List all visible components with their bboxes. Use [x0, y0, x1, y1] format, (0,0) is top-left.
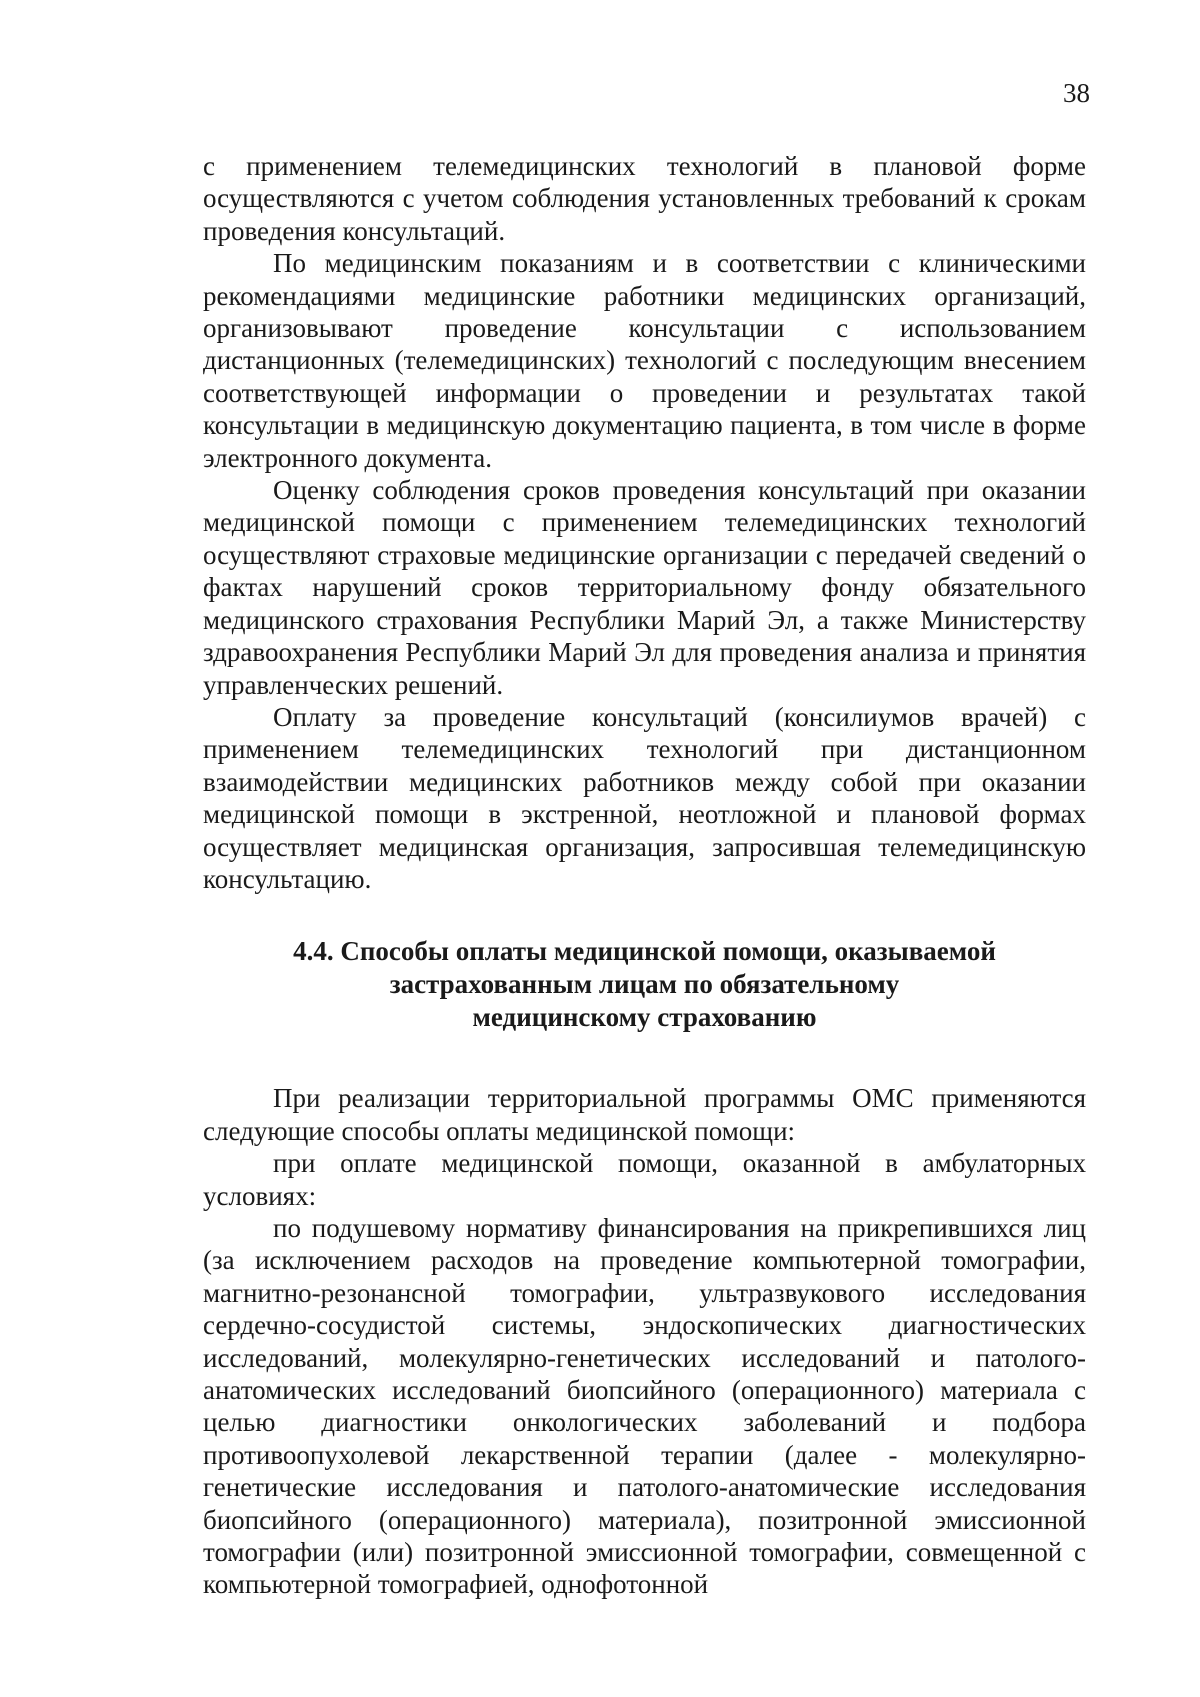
paragraph-consultation-payment: Оплату за проведение консультаций (консилиумов врачей) с применением телемедицинских технологий при дистанционном взаимодействии медицинских работников между собой при оказании медицинской помощи в экстренной, неотложной и плановой формах осуществляет медицинская организация, запросившая телемедицинскую консультацию. [203, 701, 1086, 894]
paragraph-consultation-indications: По медицинским показаниям и в соответствии с клиническими рекомендациями медицинские работники медицинских организаций, организовывают проведение консультации с использованием дистанционных (телемедицинских) технологий с последующим внесением соответствующей информации о проведении и результатах такой консультации в медицинскую документацию пациента, в том числе в форме электронного документа. [203, 248, 1086, 473]
section-heading-line: застрахованным лицам по обязательному [389, 969, 900, 1000]
paragraph-per-capita-standard: по подушевому нормативу финансирования на прикрепившихся лиц (за исключением расходов на проведение компьютерной томографии, магнитно-резонансной томографии, ультразвукового исследования сердечно-сосудистой системы, эндоскопических диагностических исследований, молекулярно-генетических исследований и патолого-анатомических исследований биопсийного (операционного) материала с целью диагностики онкологических заболеваний и подбора противоопухолевой лекарственной терапии (далее - молекулярно-генетические исследования и патолого-анатомические исследования биопсийного (операционного) материала), позитронной эмиссионной томографии (или) позитронной эмиссионной томографии, совмещенной с компьютерной томографией, однофотонной [203, 1212, 1086, 1600]
paragraph-consultation-timing-assessment: Оценку соблюдения сроков проведения консультаций при оказании медицинской помощи с применением телемедицинских технологий осуществляют страховые медицинские организации с передачей сведений о фактах нарушений сроков территориальному фонду обязательного медицинского страхования Республики Марий Эл, а также Министерству здравоохранения Республики Марий Эл для проведения анализа и принятия управленческих решений. [203, 475, 1086, 700]
section-heading-line: 4.4. Способы оплаты медицинской помощи, оказываемой [293, 936, 996, 967]
paragraph-outpatient-payment: при оплате медицинской помощи, оказанной в амбулаторных условиях: [203, 1148, 1086, 1211]
section-heading-line: медицинскому страхованию [472, 1002, 817, 1033]
paragraph-payment-methods-intro: При реализации территориальной программы ОМС применяются следующие способы оплаты медицинской помощи: [203, 1083, 1086, 1146]
page-content [203, 150, 1086, 1601]
paragraph-continuation: с применением телемедицинских технологий в плановой форме осуществляются с учетом соблюдения установленных требований к срокам проведения консультаций. [203, 151, 1086, 246]
page-number: 38 [1063, 78, 1090, 108]
section-heading [203, 935, 1086, 1034]
